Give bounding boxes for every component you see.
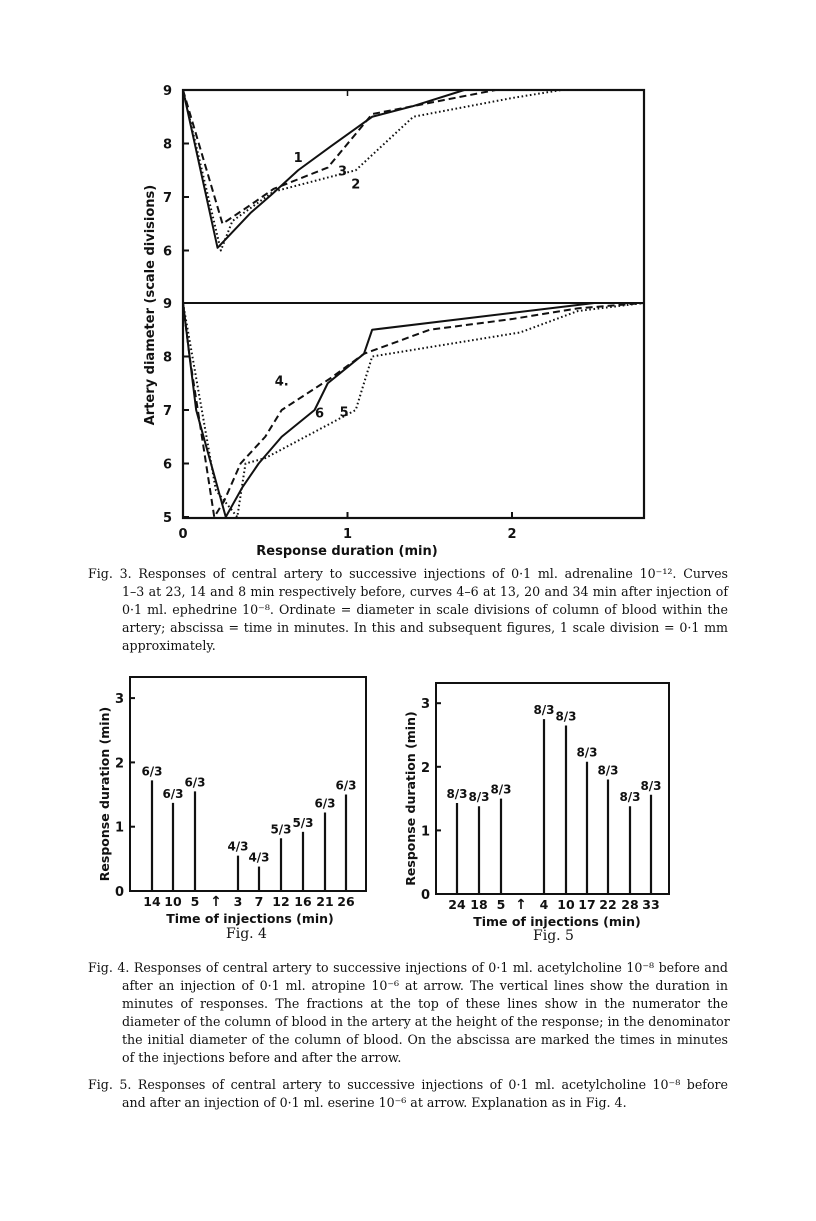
fig5-bar-label: 8/3 [533,703,555,718]
fig3-curve-4 [183,303,644,517]
fig5-bar-label: 8/3 [619,790,641,805]
fig5-xtick-label: 28 [621,897,639,912]
fig4-xlabel: Time of injections (min) [166,911,334,926]
fig4-xtick-label: 26 [337,894,355,909]
fig4-bar-label: 5/3 [270,822,292,837]
fig3-ytick-label: 9 [162,84,172,99]
fig4-caption-line: of the injections before and after the arrow. [122,1050,402,1065]
fig4-caption-line: the initial diameter of the column of blood. On the abscissa are marked the times in minutes [122,1032,728,1047]
fig3-ytick-label: 8 [162,350,172,366]
fig4-ylabel: Response duration (min) [97,706,112,882]
fig3-xtick-label: 0 [178,527,188,542]
fig4-xtick-label: 21 [316,894,334,909]
fig5-bar-label: 8/3 [597,763,619,778]
fig3-curve-2 [183,90,644,251]
fig4-xtick-label: 7 [254,894,264,909]
fig4-bar-label: 6/3 [141,764,163,779]
fig3-ytick-label: 7 [162,191,172,206]
fig5-ytick-label: 2 [420,760,430,776]
fig3-caption [88,565,728,655]
fig3-curve-label: 6 [315,406,325,422]
fig5-bar-label: 8/3 [468,790,490,805]
fig4-ytick-label: 3 [114,692,124,708]
fig3-curve-label: 5 [339,405,349,421]
fig5-bar-label: 8/3 [490,782,512,797]
fig4-bar-label: 5/3 [292,815,314,830]
fig4-bar-label: 6/3 [184,775,206,790]
fig5-bar-label: 8/3 [555,709,577,724]
fig5-xtick-label: 4 [539,897,549,912]
fig4-bar-label: 6/3 [335,778,357,793]
fig3-ytick-label: 6 [162,457,172,473]
fig5-xtick-label: 17 [578,897,596,912]
fig4-caption-line: after an injection of 0·1 ml. atropine 10⁻⁶ at arrow. The vertical lines show the duration in [122,978,728,993]
fig5-xtick-label: 33 [642,897,660,912]
fig3-curve-label: 4. [274,374,289,390]
fig3-ytick-label: 5 [162,511,172,526]
fig3-curve-label: 3 [338,164,348,180]
fig5-arrow-icon: ↑ [515,897,527,913]
fig4-bar-label: 6/3 [162,786,184,801]
fig3-curve-1 [183,90,644,248]
fig4-caption-line: diameter of the column of blood in the artery at the height of the response; in the denominator [122,1014,730,1029]
fig4-bar-label: 4/3 [227,839,249,854]
fig4-caption-line: minutes of responses. The fractions at the top of these lines show in the numerator the [122,996,728,1011]
fig3-curve-label: 1 [293,150,303,166]
fig4-xtick-label: 14 [143,894,161,909]
fig3-ytick-label: 7 [162,404,172,419]
fig3-ytick-label: 8 [162,137,172,153]
fig3-curve-3 [183,90,644,224]
fig5-caption-line: and after an injection of 0·1 ml. eserine 10⁻⁶ at arrow. Explanation as in Fig. 4. [122,1095,627,1110]
fig4-label: Fig. 4 [226,926,267,942]
fig3-ytick-label: 9 [162,297,172,312]
fig3-caption-line: artery; abscissa = time in minutes. In this and subsequent figures, 1 scale division = 0·1 mm [122,620,728,635]
fig4-ytick-label: 0 [114,885,124,900]
fig3-ytick-label: 6 [162,244,172,260]
fig5-xtick-label: 24 [448,897,466,912]
fig5-bar-label: 8/3 [446,787,468,802]
fig3-xtick-label: 2 [507,527,517,542]
fig4-bar-label: 4/3 [248,850,270,865]
fig3-xtick-label: 1 [342,527,353,542]
fig3-ylabel: Artery diameter (scale divisions) [143,184,158,426]
fig5-xtick-label: 5 [496,897,506,912]
fig4-bar-label: 6/3 [314,796,336,811]
fig5-bar-label: 8/3 [640,778,662,793]
fig4-arrow-icon: ↑ [210,894,222,910]
fig5-xtick-label: 10 [557,897,575,912]
fig5-ylabel: Response duration (min) [403,711,418,886]
fig5-ytick-label: 1 [420,824,430,840]
fig4-xtick-label: 3 [233,894,243,909]
fig4-xtick-label: 10 [164,894,182,909]
fig4-xtick-label: 16 [294,894,312,909]
fig5-xlabel: Time of injections (min) [473,914,641,929]
fig3-xlabel: Response duration (min) [256,544,438,559]
fig5-label: Fig. 5 [533,928,574,944]
fig4-caption [88,959,728,1067]
fig4-xtick-label: 12 [272,894,290,909]
fig5-caption-line: Fig. 5. Responses of central artery to successive injections of 0·1 ml. acetylcholine 10⁻⁸ before [88,1077,728,1092]
fig5-ytick-label: 3 [420,697,430,713]
fig5-xtick-label: 22 [599,897,617,912]
fig3-caption-line: 0·1 ml. ephedrine 10⁻⁸. Ordinate = diameter in scale divisions of column of blood within the [122,602,728,617]
fig4-caption-line: Fig. 4. Responses of central artery to successive injections of 0·1 ml. acetylcholine 10⁻⁸ before and [88,960,728,975]
fig3-curve-label: 2 [351,177,361,193]
fig4-ytick-label: 1 [114,820,124,836]
fig3-caption-line: approximately. [122,638,216,653]
fig3-caption-line: Fig. 3. Responses of central artery to successive injections of 0·1 ml. adrenaline 10⁻¹². Curves [88,566,728,581]
fig5-caption [88,1076,728,1112]
fig4-ytick-label: 2 [114,756,124,772]
fig5-ytick-label: 0 [420,888,430,903]
fig4-xtick-label: 5 [190,894,200,909]
fig3-caption-line: 1–3 at 23, 14 and 8 min respectively before, curves 4–6 at 13, 20 and 34 min after injection of [122,584,728,599]
fig5-xtick-label: 18 [470,897,488,912]
fig5-bar-label: 8/3 [576,745,598,760]
